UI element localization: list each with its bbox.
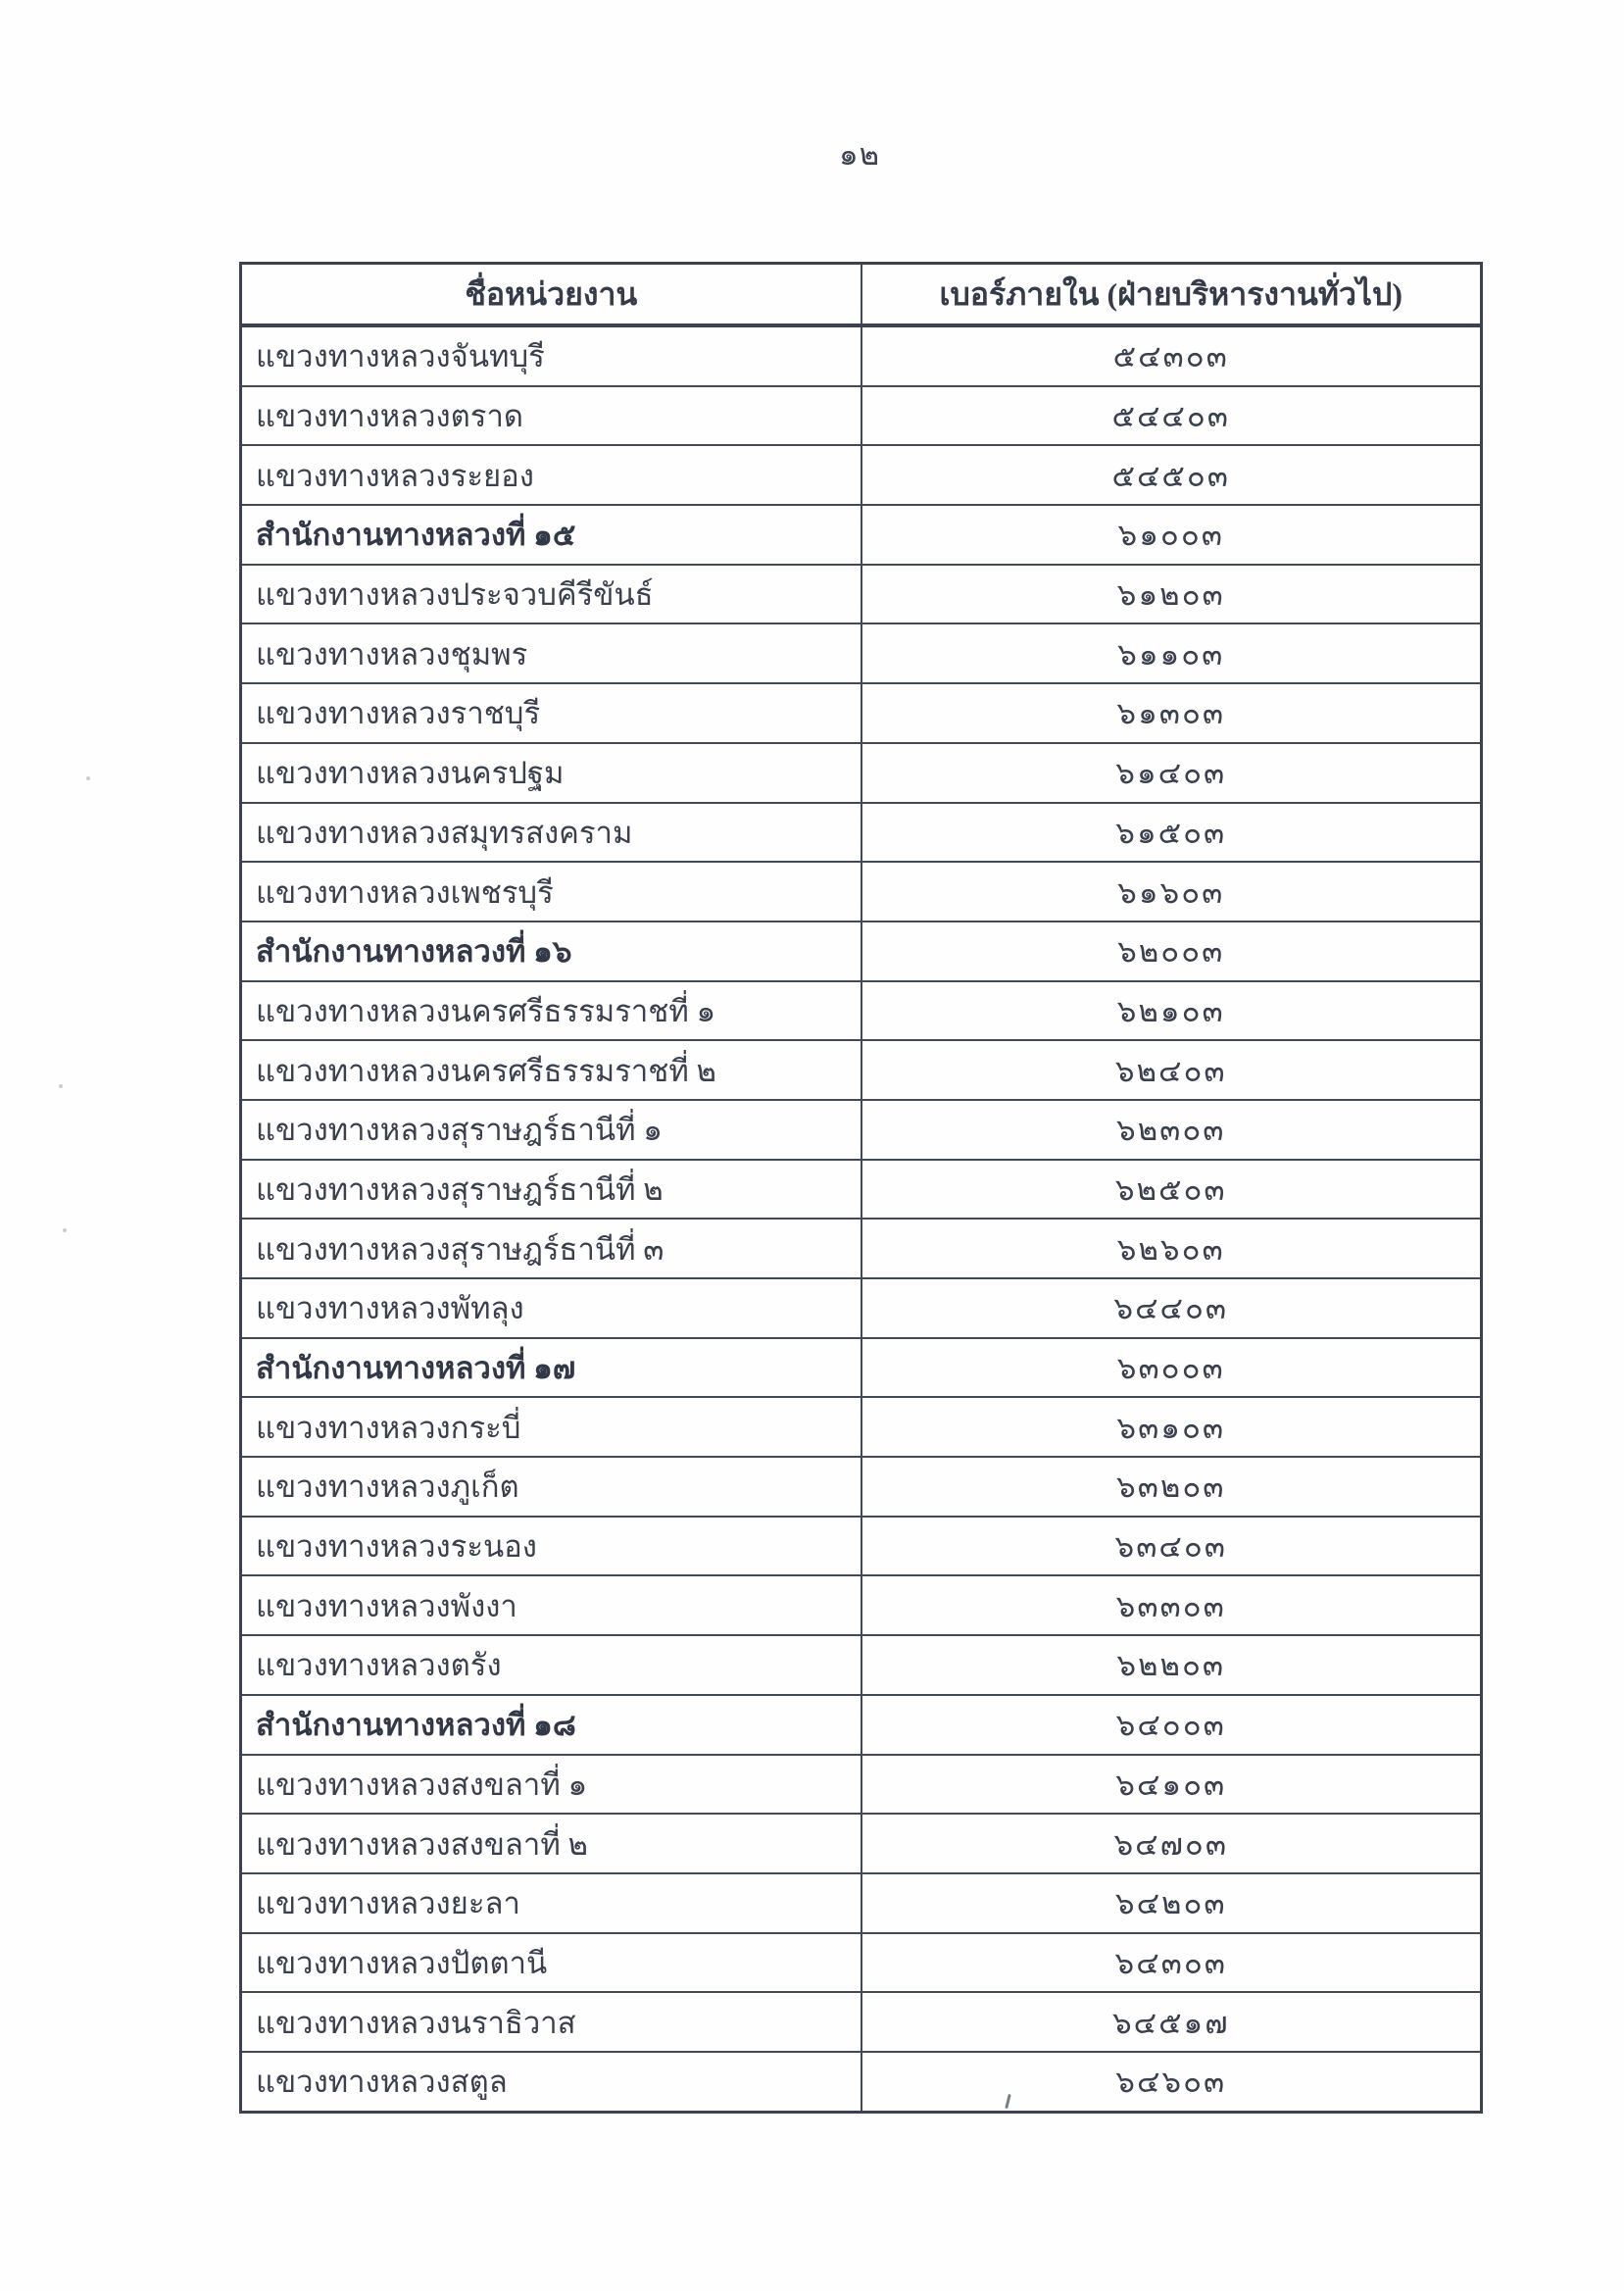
phone-cell: ๖๔๗๐๓	[861, 1814, 1482, 1873]
phone-directory-table	[239, 262, 1483, 2114]
table-row	[241, 1575, 1482, 1635]
phone-cell: ๖๒๒๐๓	[861, 1635, 1482, 1695]
phone-cell: ๖๔๐๐๓	[861, 1695, 1482, 1755]
unit-name-cell: สำนักงานทางหลวงที่ ๑๘	[241, 1695, 861, 1755]
unit-name-cell: แขวงทางหลวงปัตตานี	[241, 1933, 861, 1993]
unit-name-header: ชื่อหน่วยงาน	[241, 264, 861, 326]
unit-name-cell: แขวงทางหลวงราชบุรี	[241, 683, 861, 743]
table-row	[241, 565, 1482, 624]
table-row	[241, 325, 1482, 386]
phone-cell: ๖๓๓๐๓	[861, 1575, 1482, 1635]
unit-name-cell: แขวงทางหลวงชุมพร	[241, 623, 861, 683]
phone-cell: ๖๓๐๐๓	[861, 1338, 1482, 1398]
table-row	[241, 1992, 1482, 2052]
phone-cell: ๖๔๔๐๓	[861, 1278, 1482, 1338]
table-row	[241, 981, 1482, 1041]
table-row	[241, 2052, 1482, 2112]
table-row	[241, 743, 1482, 803]
table-row	[241, 1635, 1482, 1695]
unit-name-cell: แขวงทางหลวงตราด	[241, 386, 861, 446]
table-row	[241, 862, 1482, 921]
unit-name-cell: แขวงทางหลวงสุราษฎร์ธานีที่ ๓	[241, 1219, 861, 1278]
table-row	[241, 1219, 1482, 1278]
table-row	[241, 1695, 1482, 1755]
phone-cell: ๖๑๕๐๓	[861, 803, 1482, 863]
table-row	[241, 803, 1482, 863]
scan-speck	[86, 776, 90, 780]
page-number: ๑๒	[838, 137, 881, 172]
phone-cell: ๕๔๔๐๓	[861, 386, 1482, 446]
table-row	[241, 445, 1482, 505]
phone-cell: ๖๔๑๐๓	[861, 1755, 1482, 1815]
internal-phone-header: เบอร์ภายใน (ฝ่ายบริหารงานทั่วไป)	[861, 264, 1482, 326]
phone-cell: ๖๑๓๐๓	[861, 683, 1482, 743]
unit-name-cell: แขวงทางหลวงสมุทรสงคราม	[241, 803, 861, 863]
unit-name-cell: แขวงทางหลวงตรัง	[241, 1635, 861, 1695]
unit-name-cell: สำนักงานทางหลวงที่ ๑๖	[241, 921, 861, 981]
unit-name-cell: แขวงทางหลวงจันทบุรี	[241, 325, 861, 386]
unit-name-cell: แขวงทางหลวงระนอง	[241, 1517, 861, 1576]
unit-name-cell: แขวงทางหลวงยะลา	[241, 1873, 861, 1933]
phone-cell: ๖๒๓๐๓	[861, 1100, 1482, 1160]
phone-cell: ๖๒๖๐๓	[861, 1219, 1482, 1278]
table-row	[241, 1160, 1482, 1220]
table-row	[241, 1814, 1482, 1873]
table-row	[241, 1873, 1482, 1933]
unit-name-cell: แขวงทางหลวงนครปฐม	[241, 743, 861, 803]
table-row	[241, 921, 1482, 981]
phone-cell: ๖๑๒๐๓	[861, 565, 1482, 624]
phone-cell: ๕๔๓๐๓	[861, 325, 1482, 386]
unit-name-cell: สำนักงานทางหลวงที่ ๑๗	[241, 1338, 861, 1398]
scan-speck	[63, 1228, 67, 1232]
unit-name-cell: แขวงทางหลวงสตูล	[241, 2052, 861, 2112]
phone-cell: ๖๑๔๐๓	[861, 743, 1482, 803]
table-row	[241, 1338, 1482, 1398]
unit-name-cell: แขวงทางหลวงนครศรีธรรมราชที่ ๑	[241, 981, 861, 1041]
unit-name-cell: แขวงทางหลวงพังงา	[241, 1575, 861, 1635]
table-row	[241, 1755, 1482, 1815]
phone-cell: ๕๔๕๐๓	[861, 445, 1482, 505]
unit-name-cell: สำนักงานทางหลวงที่ ๑๕	[241, 505, 861, 565]
phone-cell: ๖๔๓๐๓	[861, 1933, 1482, 1993]
phone-cell: ๖๑๑๐๓	[861, 623, 1482, 683]
unit-name-cell: แขวงทางหลวงประจวบคีรีขันธ์	[241, 565, 861, 624]
phone-cell: ๖๔๒๐๓	[861, 1873, 1482, 1933]
table-row	[241, 1457, 1482, 1517]
table-row	[241, 1040, 1482, 1100]
phone-cell: ๖๒๑๐๓	[861, 981, 1482, 1041]
phone-cell: ๖๒๐๐๓	[861, 921, 1482, 981]
table-row	[241, 505, 1482, 565]
unit-name-cell: แขวงทางหลวงเพชรบุรี	[241, 862, 861, 921]
table-row	[241, 386, 1482, 446]
phone-cell: ๖๔๖๐๓	[861, 2052, 1482, 2112]
unit-name-cell: แขวงทางหลวงพัทลุง	[241, 1278, 861, 1338]
table-row	[241, 1278, 1482, 1338]
phone-cell: ๖๓๒๐๓	[861, 1457, 1482, 1517]
phone-cell: ๖๓๑๐๓	[861, 1397, 1482, 1457]
phone-cell: ๖๑๖๐๓	[861, 862, 1482, 921]
phone-cell: ๖๑๐๐๓	[861, 505, 1482, 565]
phone-cell: ๖๓๔๐๓	[861, 1517, 1482, 1576]
unit-name-cell: แขวงทางหลวงกระบี่	[241, 1397, 861, 1457]
scan-speck	[59, 1084, 63, 1088]
unit-name-cell: แขวงทางหลวงสงขลาที่ ๑	[241, 1755, 861, 1815]
unit-name-cell: แขวงทางหลวงสุราษฎร์ธานีที่ ๑	[241, 1100, 861, 1160]
unit-name-cell: แขวงทางหลวงนราธิวาส	[241, 1992, 861, 2052]
table-row	[241, 1397, 1482, 1457]
table-row	[241, 683, 1482, 743]
phone-cell: ๖๔๕๑๗	[861, 1992, 1482, 2052]
unit-name-cell: แขวงทางหลวงสงขลาที่ ๒	[241, 1814, 861, 1873]
phone-cell: ๖๒๕๐๓	[861, 1160, 1482, 1220]
header-row	[241, 264, 1482, 326]
table-row	[241, 1517, 1482, 1576]
table-row	[241, 623, 1482, 683]
unit-name-cell: แขวงทางหลวงนครศรีธรรมราชที่ ๒	[241, 1040, 861, 1100]
phone-cell: ๖๒๔๐๓	[861, 1040, 1482, 1100]
table-row	[241, 1100, 1482, 1160]
unit-name-cell: แขวงทางหลวงภูเก็ต	[241, 1457, 861, 1517]
unit-name-cell: แขวงทางหลวงสุราษฎร์ธานีที่ ๒	[241, 1160, 861, 1220]
unit-name-cell: แขวงทางหลวงระยอง	[241, 445, 861, 505]
table-row	[241, 1933, 1482, 1993]
